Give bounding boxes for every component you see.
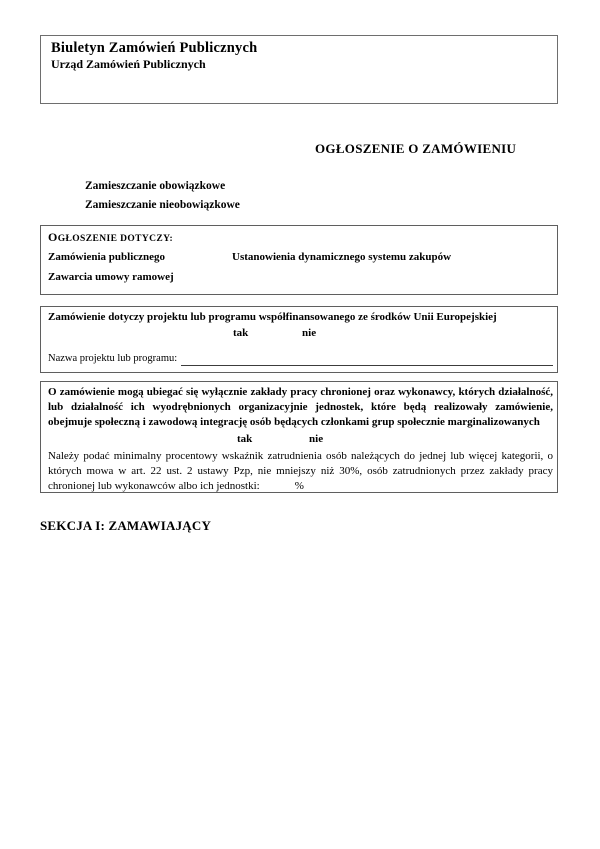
section-i-heading: SEKCJA I: ZAMAWIAJĄCY (40, 518, 212, 533)
sheltered-workshop-statement: O zamówienie mogą ubiegać się wyłącznie zakłady pracy chronionej oraz wykonawcy, których działalność, lub działalność ich wyodrębnionych organizacyjnie jednostek, które będą realizowały zamówienie, obejmuje społeczną i zawodową integrację osób będących członkami grup społecznie marginalizowanych (48, 386, 553, 429)
project-name-label: Nazwa projektu lub programu: (48, 353, 178, 364)
header-box (40, 35, 558, 104)
shelter-no-label: nie (309, 432, 324, 445)
placement-mandatory-label: Zamieszczanie obowiązkowe (85, 180, 226, 192)
option-framework-agreement: Zawarcia umowy ramowej (48, 271, 174, 283)
shelter-yes-label: tak (237, 432, 253, 445)
notice-title: OGŁOSZENIE O ZAMÓWIENIU (315, 141, 517, 156)
employment-indicator-note-text: Należy podać minimalny procentowy wskaźnik zatrudnienia osób należących do jednej lub więcej kategorii, o których mowa w art. 22 ust. 2 ustawy Pzp, nie mniejszy niż 30%, osób zatrudnionych przez zakłady pracy chronionej lub wykonawców albo ich jednostki: (48, 449, 553, 493)
sheltered-workshop-box (40, 381, 558, 493)
notice-concerns-box (40, 225, 558, 295)
eu-no-label: nie (302, 327, 317, 339)
employment-indicator-note (48, 449, 553, 495)
notice-concerns-heading: OGŁOSZENIE DOTYCZY: (48, 230, 174, 244)
option-public-procurement: Zamówienia publicznego (48, 251, 166, 263)
eu-funding-statement: Zamówienie dotyczy projektu lub programu współfinansowanego ze środków Unii Europejskiej (48, 311, 497, 323)
project-name-blank-line (181, 353, 553, 366)
option-dynamic-purchasing-system: Ustanowienia dynamicznego systemu zakupów (232, 251, 452, 263)
eu-funding-box (40, 306, 558, 373)
bulletin-title: Biuletyn Zamówień Publicznych (51, 40, 258, 56)
agency-subtitle: Urząd Zamówień Publicznych (51, 57, 206, 71)
placement-optional-label: Zamieszczanie nieobowiązkowe (85, 199, 240, 211)
eu-yes-label: tak (233, 327, 249, 339)
percent-sign: % (294, 480, 304, 493)
